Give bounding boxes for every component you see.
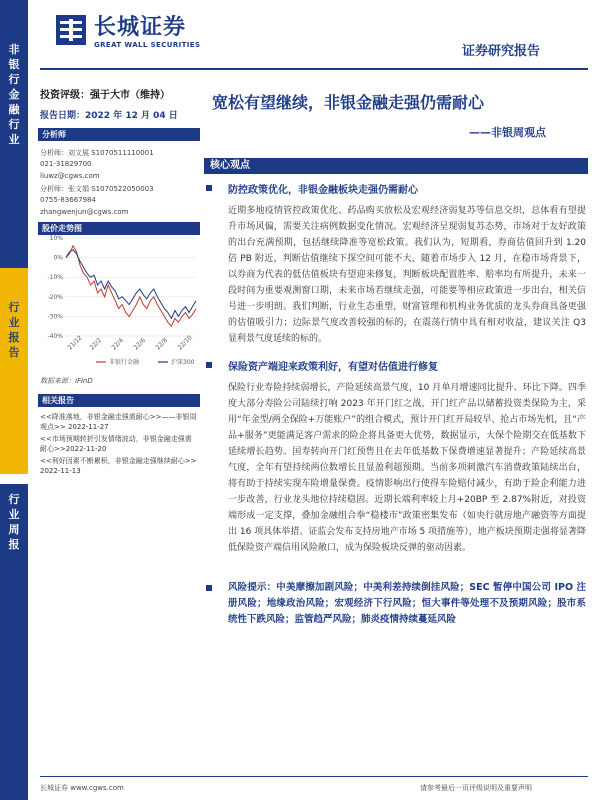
x-tick-label: 21/12 <box>66 334 84 352</box>
side-char: 业 <box>8 316 20 329</box>
brand-name-en: GREAT WALL SECURITIES <box>94 41 201 49</box>
section-heading: 保险资产端迎来政策利好，有望对估值进行修复 <box>228 362 438 373</box>
x-tick-label: 22/6 <box>132 336 147 352</box>
stock-price-chart <box>40 232 200 372</box>
y-tick-label: 0% <box>53 254 63 262</box>
analyst-line: 分析师：张文娟 S1070522050003 <box>40 185 154 193</box>
side-label-weekly <box>0 492 28 552</box>
side-band-accent <box>0 268 28 474</box>
related-section-bar <box>38 394 200 407</box>
side-char: 业 <box>8 508 20 521</box>
side-char: 告 <box>8 346 20 359</box>
footer-divider <box>40 776 588 777</box>
chart-source: 数据来源：iFinD <box>40 377 93 385</box>
y-tick-label: 10% <box>49 235 63 242</box>
investment-rating: 投资评级：强于大市（维持） <box>40 90 170 101</box>
legend-label: 非银行金融 <box>109 359 140 366</box>
bullet-icon <box>206 185 212 191</box>
footer-website[interactable]: 长城证券 www.cgws.com <box>40 784 124 792</box>
side-char: 周 <box>8 523 20 536</box>
side-char: 报 <box>8 538 20 551</box>
series-line <box>66 250 196 319</box>
related-report-link[interactable]: <<降准落地，非银金融走强需耐心>>——非银周观点>> 2022-11-27 <box>40 413 197 431</box>
x-tick-label: 22/10 <box>176 334 194 352</box>
y-tick-label: -30% <box>47 313 63 321</box>
core-view-label: 核心观点 <box>210 160 250 171</box>
x-tick-label: 22/8 <box>154 336 169 352</box>
y-tick-label: -40% <box>47 333 63 340</box>
analyst-section-bar <box>38 128 200 141</box>
side-char: 行 <box>8 118 20 131</box>
header-divider <box>40 68 588 70</box>
related-report-link[interactable]: <<市场预期转折引发情绪波动，非银金融走强需耐心>>2022-11-20 <box>40 435 192 453</box>
section-body: 近期多地疫情管控政策优化、药品购买放松及宏观经济弱复苏等信息交织，总体看有望提升市场风偏，需要关注病例数据变化情况。宏观经济呈现弱复苏态势，市场对于友好政策的出台充满预期，包括继续降准等宽松政策。我们认为，短期看，券商估值回升到 1.20 倍 PB 附近，判断估值继续下探空间可能不大，随着市场步入 12 月，在稳市场背景下，以券商为代表的低估值板块有望迎来修复，判断板块配置胜率、赔率均有所提升，未来一段时间为重要观测窗口期，未来市场若继续走强，可能要等相应政策进一步出台，相关信号进一步明朗。我们判断，行业生态重塑，财富管理和机构业务优质的龙头券商具备更强的估值吸引力；边际景气度改善较强的标的，在震荡行情中具有相对收益，建议关注 Q3 显利景气度延续的标的。 <box>228 206 586 344</box>
analyst-line: 021-31829700 <box>40 160 92 168</box>
side-char: 行 <box>8 493 20 506</box>
section-body: 保险行业寿险持续弱增长，产险延续高景气度，10 月单月增速同比提升、环比下降。四季度大部分寿险公司陆续打响 2023 年开门红之战，开门红产品以储蓄投资类保险为主，采用“年金型/两全保险+万能账户”的组合模式，预计开门红开局较早、抢占市场先机，且“产品+服务”更能满足客户需求的险企将具备更大优势，数据显示，大保个险期交在低基数下延续增长趋势。国寿转向开门红预售且在去年低基数下保费增速显著提升；产险延续高景气度，全年有望持续两位数增长且显盈利超预期。当前多项刺激汽车消费政策陆续出台，将有助于持续实现车险增量保费。疫情影响出行使得车险赔付减少，有助于险企利能力进一步改善，行业龙头地位持续稳固。近期长端利率较上月+20BP 至 2.87%附近，对投资端形成一定支撑，叠加金融组合拳“稳楼市”政策密集发布（如央行就房地产融资等方面提出 16 项具体举措、证监会发布支持房地产市场 5 项措施等），地产板块预期走强将显著降低保险资产端信用风险敞口，成为保险板块反弹的驱动因素。 <box>228 383 586 553</box>
side-char: 报 <box>8 331 20 344</box>
analyst-section-label: 分析师 <box>42 130 66 139</box>
side-char: 业 <box>8 133 20 146</box>
side-char: 行 <box>8 73 20 86</box>
side-label-report <box>0 300 28 360</box>
related-report-link[interactable]: <<利好因素不断累积，非银金融走强继续耐心>> 2022-11-13 <box>40 457 197 475</box>
side-char: 金 <box>8 88 20 101</box>
core-view-bar <box>204 158 588 174</box>
legend-label: 沪深300 <box>171 359 195 366</box>
y-tick-label: -10% <box>47 274 63 282</box>
related-section-label: 相关报告 <box>42 396 74 405</box>
report-title: 宽松有望继续，非银金融走强仍需耐心 <box>212 93 485 112</box>
section-heading: 防控政策优化，非银金融板块走强仍需耐心 <box>228 185 418 196</box>
x-tick-label: 22/4 <box>110 336 125 352</box>
bullet-icon <box>206 362 212 368</box>
report-subtitle: ——非银周观点 <box>469 126 546 139</box>
brand-name-cn: 长城证券 <box>94 15 187 40</box>
y-tick-label: -20% <box>47 293 63 301</box>
analyst-line: zhangwenjun@cgws.com <box>40 208 129 216</box>
analyst-line: 分析师：刘文展 S1070511110001 <box>40 149 154 157</box>
side-band-gap <box>0 474 28 484</box>
report-date: 报告日期：2022 年 12 月 04 日 <box>40 111 178 121</box>
side-label-industry <box>0 42 28 147</box>
footer-disclaimer: 请参考最后一页评级说明及重要声明 <box>420 784 532 792</box>
side-char: 融 <box>8 103 20 116</box>
analyst-line: liuwz@cgws.com <box>40 172 100 180</box>
bullet-icon <box>206 585 212 591</box>
side-char: 银 <box>8 58 20 71</box>
brand-logo-icon <box>56 15 86 45</box>
chart-section-label: 股价走势图 <box>42 224 82 233</box>
x-tick-label: 22/2 <box>88 336 103 352</box>
analyst-line: 0755-83667984 <box>40 196 96 204</box>
risk-warning: 风险提示：中美摩擦加剧风险；中美利差持续倒挂风险；SEC 暂停中国公司 IPO 注册风险；地缘政治风险；宏观经济下行风险；恒大事件等处理不及预期风险；股市系统性下跌风险；监管趋严风险；肺炎疫情持续蔓延风险 <box>228 582 586 625</box>
side-char: 非 <box>8 43 20 56</box>
report-type: 证券研究报告 <box>462 44 541 59</box>
side-char: 行 <box>8 301 20 314</box>
